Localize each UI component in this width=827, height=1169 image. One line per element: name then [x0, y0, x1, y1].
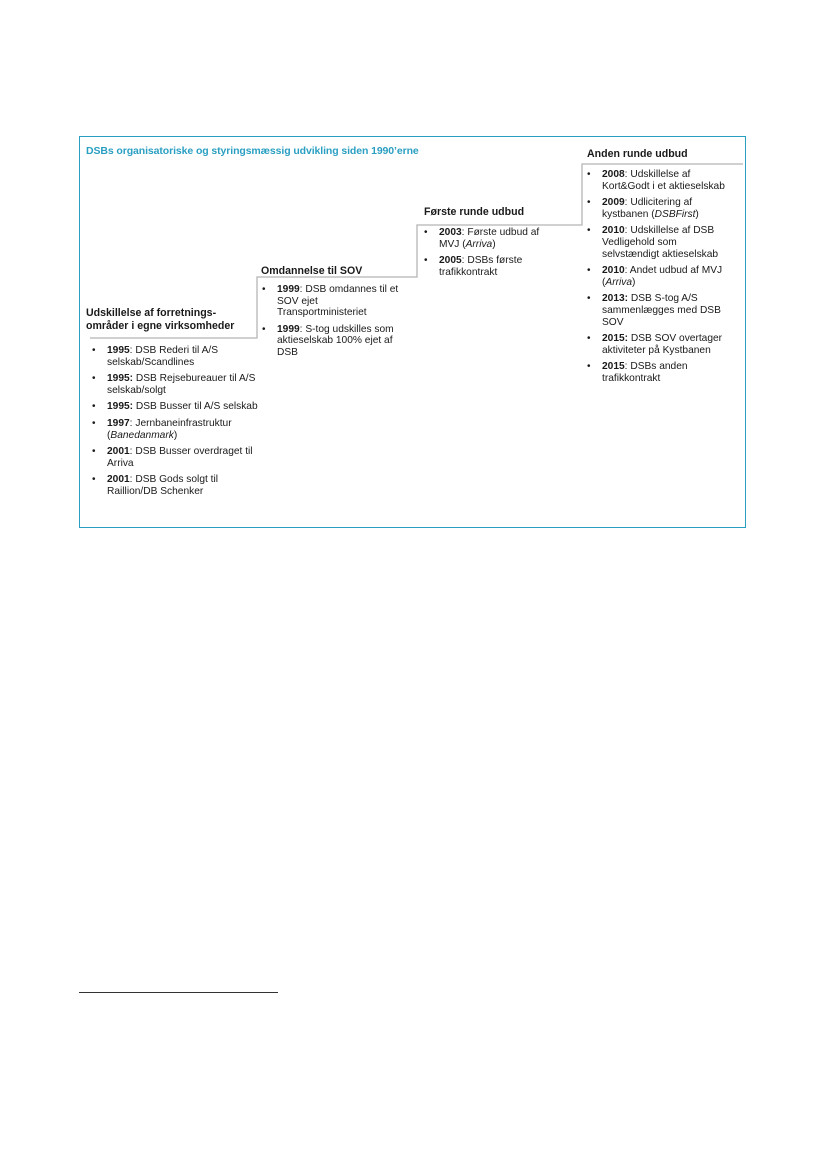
step-2-heading-line1: Omdannelse til SOV — [261, 265, 363, 277]
timeline-item-year: 2010 — [602, 225, 625, 237]
timeline-item — [583, 225, 733, 260]
timeline-item — [583, 265, 733, 288]
timeline-item-year: 2015 — [602, 361, 625, 373]
step-2-heading — [261, 265, 421, 278]
timeline-item-separator: : — [624, 169, 631, 180]
timeline-item-text: Andet udbud af MVJ ( — [602, 265, 723, 288]
timeline-item-year: 2015: — [602, 333, 629, 345]
step-3-heading — [424, 206, 584, 219]
timeline-item-text: Jernbaneinfrastruktur ( — [107, 417, 232, 441]
timeline-item-year: 1997 — [107, 417, 130, 429]
step-1-heading-line1: Udskillelse af forretnings- — [86, 307, 217, 319]
timeline-item — [258, 324, 403, 359]
timeline-item-text: Udlicitering af kystbanen ( — [602, 197, 693, 220]
timeline-item — [583, 197, 733, 220]
timeline-item-separator: : — [624, 361, 631, 373]
timeline-item — [88, 373, 268, 396]
timeline-item-suffix: ) — [632, 276, 636, 288]
timeline-item-separator: : — [624, 265, 630, 277]
timeline-item — [583, 293, 733, 328]
step-3-list — [420, 227, 560, 283]
timeline-figure — [79, 136, 746, 528]
timeline-item — [420, 255, 560, 278]
step-1-heading — [86, 307, 261, 333]
timeline-item-text: Udskillelse af DSB Vedligehold som selvstændigt aktieselskab — [602, 225, 719, 260]
timeline-item-separator: : — [129, 345, 136, 356]
timeline-item-text: DSB Rederi til A/S selskab/Scandlines — [107, 345, 219, 368]
timeline-item-separator: : — [624, 225, 631, 237]
timeline-item — [583, 169, 733, 192]
timeline-item-italic: Banedanmark — [110, 429, 174, 441]
footnote-separator — [79, 992, 278, 993]
step-4-heading — [587, 148, 742, 161]
timeline-item-year: 2003 — [439, 227, 462, 238]
timeline-item-separator: : — [461, 255, 468, 267]
timeline-item-year: 1995: — [107, 401, 134, 413]
timeline-item — [258, 284, 403, 319]
timeline-item-italic: Arriva — [465, 238, 493, 250]
timeline-item-text: DSB S-tog A/S sammenlægges med DSB SOV — [602, 293, 721, 328]
timeline-item — [583, 333, 733, 356]
timeline-item-year: 2001 — [107, 446, 130, 458]
timeline-item-text: DSB omdannes til et SOV ejet Transportministeriet — [277, 284, 399, 319]
timeline-item-italic: Arriva — [605, 276, 633, 288]
timeline-item-separator: : — [299, 284, 306, 295]
figure-title: DSBs organisatoriske og styringsmæssig udvikling siden 1990’erne — [86, 145, 419, 157]
timeline-item — [88, 446, 268, 469]
timeline-item-year: 2013: — [602, 293, 629, 305]
timeline-item — [583, 361, 733, 384]
timeline-item — [88, 345, 268, 368]
timeline-item-text: Udskillelse af Kort&Godt i et aktieselskab — [602, 169, 725, 192]
timeline-item-separator: : — [129, 446, 136, 458]
timeline-item-suffix: ) — [492, 238, 496, 250]
timeline-item-year: 1995 — [107, 345, 130, 356]
timeline-item — [88, 401, 268, 413]
step-2-list — [258, 284, 403, 364]
timeline-item-text: DSBs første trafikkontrakt — [439, 255, 523, 278]
timeline-item — [88, 418, 268, 441]
timeline-item — [420, 227, 560, 250]
timeline-item-separator: : — [624, 197, 631, 209]
timeline-item-year: 2008 — [602, 169, 625, 180]
timeline-item — [88, 474, 268, 497]
step-1-list — [88, 345, 268, 503]
timeline-item-year: 1999 — [277, 284, 300, 295]
timeline-item-year: 2001 — [107, 474, 130, 486]
timeline-item-italic: DSBFirst — [654, 208, 696, 220]
timeline-item-text: DSB Gods solgt til Raillion/DB Schenker — [107, 474, 219, 497]
timeline-item-suffix: ) — [695, 208, 699, 220]
timeline-item-year: 2009 — [602, 197, 625, 209]
timeline-item-year: 1995: — [107, 373, 134, 385]
timeline-item-separator: : — [299, 323, 306, 335]
timeline-item-separator: : — [129, 474, 136, 486]
step-3-heading-line1: Første runde udbud — [424, 206, 525, 218]
timeline-item-text: DSB SOV overtager aktiviteter på Kystbanen — [602, 333, 723, 356]
timeline-item-suffix: ) — [173, 429, 178, 441]
timeline-item-text: S-tog udskilles som aktieselskab 100% ejet af DSB — [277, 323, 394, 358]
timeline-item-text: DSBs anden trafikkontrakt — [602, 361, 688, 384]
timeline-item-separator: : — [129, 417, 136, 429]
timeline-item-year: 2010 — [602, 265, 625, 277]
timeline-item-year: 1999 — [277, 323, 300, 335]
timeline-item-text: DSB Rejsebureauer til A/S selskab/solgt — [107, 373, 256, 396]
timeline-item-separator: : — [461, 227, 468, 238]
step-4-list — [583, 169, 733, 390]
step-4-heading-line1: Anden runde udbud — [587, 148, 688, 160]
timeline-item-year: 2005 — [439, 255, 462, 267]
timeline-item-text: DSB Busser til A/S selskab — [135, 401, 258, 413]
timeline-item-text: DSB Busser overdraget til Arriva — [107, 446, 253, 469]
timeline-item-text: Første udbud af MVJ ( — [439, 227, 540, 250]
step-1-heading-line2: områder i egne virksomheder — [86, 320, 235, 332]
